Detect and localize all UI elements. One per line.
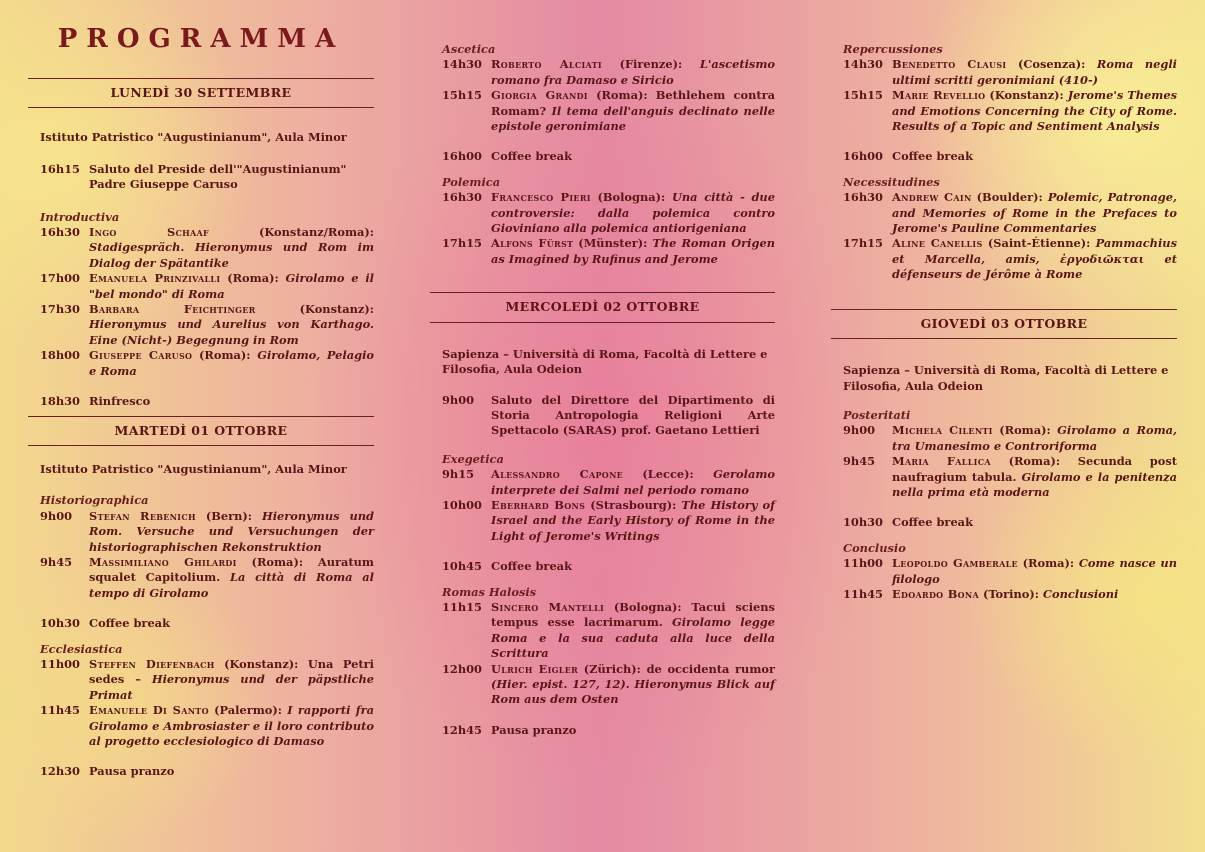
speaker-place: (Zürich): [578, 661, 647, 676]
break-time: 10h30 [843, 515, 883, 530]
talk-time: 12h00 [442, 661, 482, 676]
section-label: Necessitudines [843, 174, 940, 189]
speaker-name: Emanuela Prinzivalli [89, 271, 221, 286]
talk-title-plain: Bethlehem contra Romam? [491, 88, 776, 118]
talk-time: 17h15 [843, 236, 883, 251]
break-time: 16h00 [843, 149, 883, 164]
talk-time: 18h00 [40, 348, 80, 363]
speaker-name: Roberto Alciati [491, 57, 602, 72]
talk-title: La città di Roma al tempo di Girolamo [89, 570, 374, 600]
speaker-place: (Strasbourg): [585, 497, 682, 512]
speaker-name: Stefan Rebenich [89, 508, 196, 523]
talk-title: Una città - due controversie: dalla polemica contro Gioviniano alla polemica antiorigeniana [491, 190, 775, 236]
day-header-wednesday: MERCOLEDÌ 02 OTTOBRE [430, 292, 775, 322]
speaker-name: Giorgia Grandi [491, 88, 588, 103]
talk-item [430, 236, 775, 267]
talk-title: Girolamo e il "bel mondo" di Roma [89, 271, 374, 301]
break-item [831, 149, 1177, 164]
talk-item [831, 57, 1177, 88]
talk-item [831, 454, 1177, 500]
talk-title-plain: Tacui sciens tempus esse lacrimarum. [491, 599, 775, 630]
talk-time: 9h00 [40, 508, 73, 523]
speaker-name: Edoardo Bona [892, 586, 980, 601]
talk-time: 9h45 [40, 554, 73, 569]
talk-item [28, 271, 374, 302]
break-time: 12h30 [40, 764, 80, 779]
speaker-place: (Palermo): [208, 703, 288, 718]
talk-time: 17h00 [40, 271, 80, 286]
section-label: Conclusio [843, 540, 906, 555]
talk-time: 17h15 [442, 236, 482, 251]
talk-title: Girolamo, Pelagio e Roma [89, 348, 375, 378]
speaker-name: Leopoldo Gamberale [892, 556, 1018, 571]
talk-title: Pammachius et Marcella, amis, ἐργοδιῶκται et défenseurs de Jérôme à Rome [892, 236, 1177, 282]
talk-title: Hieronymus und Rom. Versuche und Versuchungen der historiographischen Rekonstruktion [89, 508, 375, 554]
speaker-name: Massimiliano Ghilardi [89, 554, 237, 569]
session-text: Saluto del Direttore del Dipartimento di Storia Antropologia Religioni Arte Spettacolo (SARAS) prof. Gaetano Lettieri [491, 392, 775, 438]
talk-item [831, 587, 1177, 602]
talk-time: 11h00 [843, 556, 883, 571]
talk-title: Conclusioni [1042, 586, 1119, 601]
session-item [430, 393, 775, 439]
speaker-place: (Lecce): [623, 467, 714, 482]
talk-item [430, 88, 775, 134]
talk-item [430, 662, 775, 708]
speaker-name: Aline Canellis [892, 236, 983, 251]
talk-item [831, 423, 1177, 454]
break-label: Coffee break [491, 149, 572, 164]
talk-item [430, 600, 775, 662]
speaker-name: Sincero Mantelli [491, 599, 605, 614]
speaker-name: Giuseppe Caruso [89, 348, 193, 363]
talk-title: Hieronymus und der päpstliche Primat [89, 672, 374, 702]
talk-time: 10h00 [442, 497, 482, 512]
day-header-tuesday: MARTEDÌ 01 OTTOBRE [28, 416, 374, 446]
break-item [28, 616, 374, 631]
speaker-name: Emanuele Di Santo [89, 703, 209, 718]
section-label: Romas Halosis [442, 584, 537, 599]
speaker-place: (Saint-Étienne): [982, 236, 1096, 251]
talk-title: The History of Israel and the Early History of Rome in the Light of Jerome's Writings [491, 497, 775, 543]
speaker-name: Francesco Pieri [491, 190, 591, 205]
speaker-place: (Cosenza): [1006, 57, 1097, 72]
talk-item [831, 190, 1177, 236]
speaker-name: Marie Revellio [892, 88, 986, 103]
break-time: 10h30 [40, 616, 80, 631]
speaker-name: Alfons Fürst [491, 236, 574, 251]
speaker-place: (Münster): [573, 236, 653, 251]
talk-title: Roma negli ultimi scritti geronimiani (410-) [892, 57, 1178, 87]
column-middle [430, 42, 775, 738]
session-time: 9h00 [442, 392, 475, 407]
break-time: 18h30 [40, 394, 80, 409]
break-label: Coffee break [491, 559, 572, 574]
speaker-place: (Konstanz): [255, 302, 374, 317]
talk-title: Girolamo e la penitenza nella prima età moderna [892, 469, 1178, 499]
venue: Sapienza – Università di Roma, Facoltà di Lettere e Filosofia, Aula Odeion [442, 346, 768, 377]
speaker-place: (Roma): [192, 348, 258, 363]
talk-time: 15h15 [843, 88, 883, 103]
talk-item [831, 556, 1177, 587]
section-label: Ascetica [442, 42, 496, 56]
speaker-name: Ingo Schaaf [89, 225, 209, 240]
break-label: Coffee break [892, 515, 973, 530]
talk-item [28, 555, 374, 601]
speaker-place: (Roma): [220, 271, 286, 286]
column-right [831, 42, 1177, 602]
venue: Istituto Patristico "Augustinianum", Aula Minor [40, 461, 347, 476]
venue: Sapienza – Università di Roma, Facoltà di Lettere e Filosofia, Aula Odeion [843, 363, 1169, 393]
speaker-name: Maria Fallica [892, 454, 991, 469]
section-label: Posteritati [843, 407, 911, 422]
talk-title: Stadigespräch. Hieronymus und Rom im Dialog der Spätantike [89, 240, 374, 270]
talk-item [430, 190, 775, 236]
speaker-place: (Konstanz): [214, 656, 308, 671]
session-text: Saluto del Preside dell'"Augustinianum" [89, 161, 347, 176]
speaker-place: (Roma): [992, 423, 1058, 438]
talk-title: Il tema dell'anguis declinato nelle epistole geronimiane [491, 103, 775, 134]
speaker-place: (Roma): [990, 454, 1078, 469]
break-item [430, 149, 775, 164]
speaker-place: (Bern): [195, 508, 262, 523]
section-label: Ecclesiastica [40, 641, 123, 656]
talk-time: 11h45 [843, 586, 883, 601]
talk-title: (Hier. epist. 127, 12). Hieronymus Blick auf Rom aus dem Osten [491, 677, 775, 707]
talk-item [28, 509, 374, 555]
break-label: Rinfresco [89, 394, 151, 409]
talk-time: 9h00 [843, 423, 876, 438]
day-header-monday: LUNEDÌ 30 SETTEMBRE [28, 78, 374, 108]
break-item [28, 764, 374, 779]
speaker-name: Michela Cilenti [892, 423, 993, 438]
break-label: Coffee break [892, 149, 973, 164]
session-time: 16h15 [40, 161, 80, 176]
talk-title: Gerolamo interprete dei Salmi nel periodo romano [491, 467, 775, 497]
speaker-place: (Roma): [236, 554, 318, 569]
talk-time: 11h45 [40, 703, 80, 718]
venue: Istituto Patristico "Augustinianum", Aula Minor [40, 130, 347, 145]
talk-time: 9h15 [442, 467, 475, 482]
break-item [28, 394, 374, 409]
talk-time: 11h15 [442, 599, 482, 614]
talk-time: 14h30 [843, 57, 883, 72]
break-time: 16h00 [442, 149, 482, 164]
talk-title: I rapporti fra Girolamo e Ambrosiaster e il loro contributo al progetto ecclesiologico di Damaso [89, 703, 374, 748]
talk-item [831, 88, 1177, 134]
talk-title-plain: Secunda post naufragium tabula. [892, 454, 1177, 484]
break-item [831, 515, 1177, 530]
speaker-name: Alessandro Capone [491, 467, 624, 482]
column-left [28, 0, 374, 780]
day-header-thursday: GIOVEDÌ 03 OTTOBRE [831, 309, 1177, 339]
talk-title: Jerome's Themes and Emotions Concerning the City of Rome. Results of a Topic and Sentiment Analysis [892, 88, 1177, 134]
session-item [28, 162, 374, 193]
break-time: 10h45 [442, 559, 482, 574]
talk-time: 17h30 [40, 302, 80, 317]
talk-title: Hieronymus und Aurelius von Karthago. Eine (Nicht-) Begegnung in Rom [89, 317, 374, 347]
talk-title: Come nasce un filologo [892, 556, 1177, 586]
talk-time: 16h30 [843, 190, 883, 205]
speaker-place: (Roma): [1017, 556, 1079, 571]
speaker-place: (Boulder): [971, 190, 1048, 205]
talk-time: 16h30 [442, 190, 482, 205]
talk-item [28, 703, 374, 749]
talk-time: 16h30 [40, 225, 80, 240]
speaker-name: Steffen Diefenbach [89, 656, 215, 671]
talk-item [28, 348, 374, 379]
talk-title: L'ascetismo romano fra Damaso e Siricio [491, 57, 775, 87]
talk-time: 9h45 [843, 454, 876, 469]
talk-item [831, 236, 1177, 282]
talk-item [28, 657, 374, 703]
section-label: Polemica [442, 174, 501, 189]
speaker-place: (Konstanz): [985, 88, 1068, 103]
break-label: Pausa pranzo [89, 764, 175, 779]
speaker-place: (Konstanz/Roma): [209, 225, 374, 240]
speaker-place: (Firenze): [601, 57, 700, 72]
talk-item [430, 57, 775, 88]
break-label: Coffee break [89, 616, 170, 631]
speaker-name: Benedetto Clausi [892, 57, 1007, 72]
session-text: Padre Giuseppe Caruso [89, 177, 238, 192]
break-item [430, 723, 775, 738]
talk-item [28, 225, 374, 271]
speaker-place: (Roma): [587, 88, 656, 103]
talk-title: Girolamo a Roma, tra Umanesimo e Controriforma [892, 423, 1177, 453]
talk-title-plain: Una Petri sedes – [89, 656, 374, 687]
talk-title: Girolamo legge Roma e la sua caduta alla luce della Scrittura [491, 615, 775, 661]
speaker-name: Ulrich Eigler [491, 661, 579, 676]
talk-item [430, 467, 775, 498]
section-label: Exegetica [442, 451, 504, 466]
speaker-name: Andrew Cain [892, 190, 972, 205]
talk-title: The Roman Origen as Imagined by Rufinus and Jerome [491, 236, 775, 266]
talk-item [28, 302, 374, 348]
talk-title-plain: Auratum squalet Capitolium. [89, 554, 374, 585]
section-label: Introductiva [40, 209, 120, 224]
break-label: Pausa pranzo [491, 722, 577, 737]
section-label: Repercussiones [843, 42, 943, 56]
break-time: 12h45 [442, 722, 482, 737]
speaker-place: (Bologna): [590, 190, 672, 205]
page-title: PROGRAMMA [57, 24, 345, 54]
speaker-place: (Bologna): [604, 599, 692, 614]
talk-item [430, 498, 775, 544]
talk-time: 14h30 [442, 57, 482, 72]
break-item [430, 559, 775, 574]
speaker-place: (Torino): [979, 586, 1043, 601]
speaker-name: Barbara Feichtinger [89, 302, 256, 317]
speaker-name: Eberhard Bons [491, 497, 586, 512]
talk-title: Polemic, Patronage, and Memories of Rome in the Prefaces to Jerome's Pauline Commentaries [892, 190, 1177, 236]
talk-title-plain: de occidenta rumor [646, 661, 775, 676]
talk-time: 11h00 [40, 656, 80, 671]
section-label: Historiographica [40, 493, 149, 508]
talk-time: 15h15 [442, 88, 482, 103]
